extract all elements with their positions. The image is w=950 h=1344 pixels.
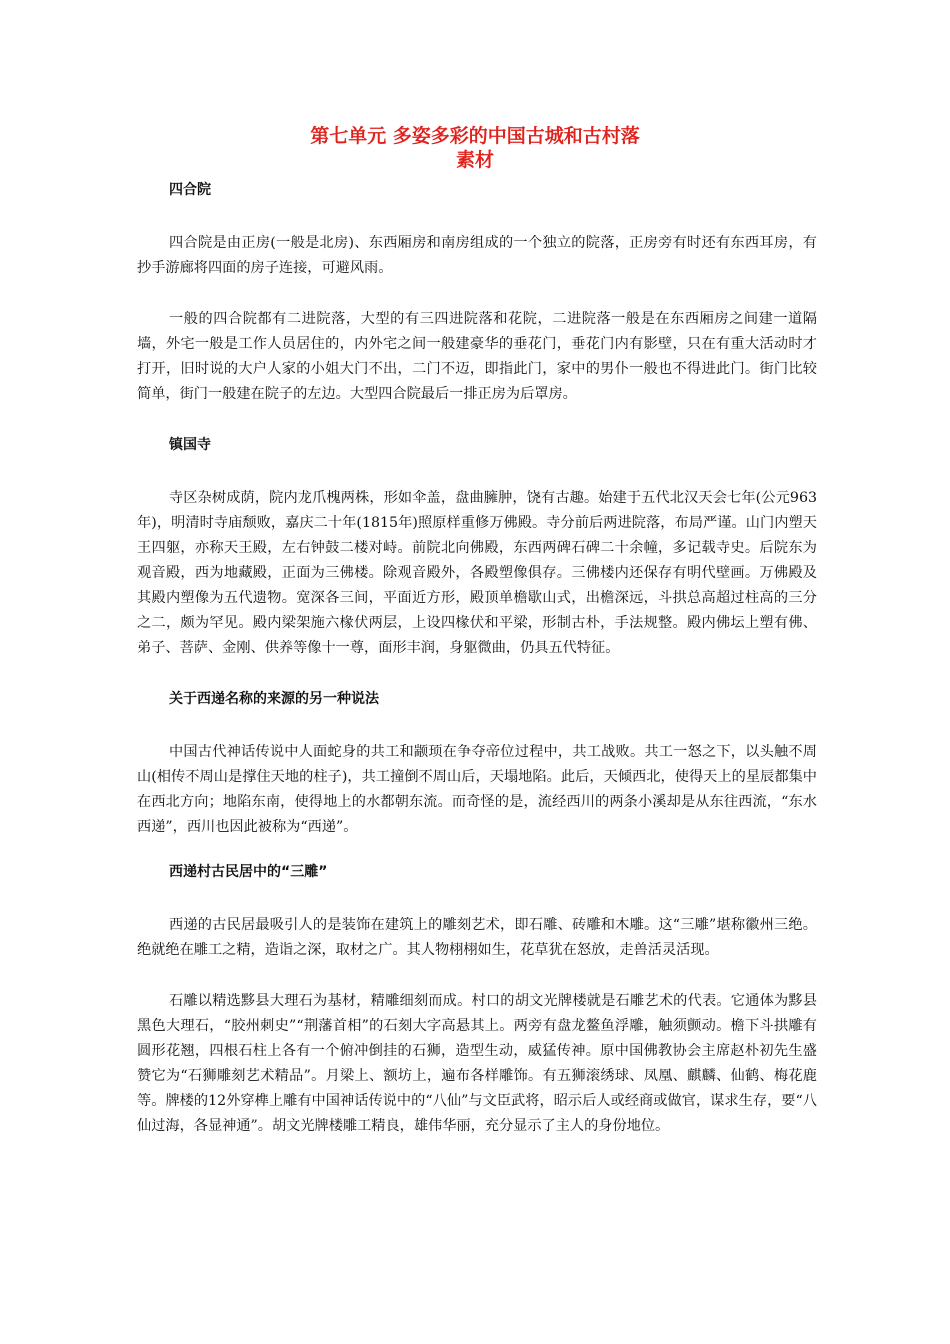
paragraph: 西递的古民居最吸引人的是装饰在建筑上的雕刻艺术，即石雕、砖雕和木雕。这“三雕”堪称徽州三绝。绝就绝在雕工之精，造诣之深，取材之广。其人物栩栩如生，花草犹在怒放，走兽活灵活现。 <box>137 917 817 958</box>
section-heading-siheyuan: 四合院 <box>169 182 211 198</box>
title-line-1: 第七单元 多姿多彩的中国古城和古村落 <box>310 125 640 147</box>
section-heading-zhenguosi: 镇国寺 <box>169 437 211 453</box>
title-line-2: 素材 <box>455 149 494 171</box>
paragraph: 石雕以精选黟县大理石为基材，精雕细刻而成。村口的胡文光牌楼就是石雕艺术的代表。它通体为黟县黑色大理石，“胶州刺史”“荆藩首相”的石刻大字高悬其上。两旁有盘龙鳌鱼浮雕，触须颤动。檐下斗拱雕有圆形花翘，四根石柱上各有一个俯冲倒挂的石狮，造型生动，威猛传神。原中国佛教协会主席赵朴初先生盛赞它为“石狮雕刻艺术精品”。月梁上、额坊上，遍布各样雕饰。有五狮滚绣球、凤凰、麒麟、仙鹤、梅花鹿等。牌楼的12外穿榫上雕有中国神话传说中的“八仙”与文臣武将，昭示后人或经商或做官，谋求生存，要“八仙过海，各显神通”。胡文光牌楼雕工精良，雄伟华丽，充分显示了主人的身份地位。 <box>137 993 817 1134</box>
paragraph: 四合院是由正房(一般是北房)、东西厢房和南房组成的一个独立的院落，正房旁有时还有东西耳房，有抄手游廊将四面的房子连接，可避风雨。 <box>137 235 817 276</box>
paragraph: 一般的四合院都有二进院落，大型的有三四进院落和花院，二进院落一般是在东西厢房之间建一道隔墙，外宅一般是工作人员居住的，内外宅之间一般建豪华的垂花门，垂花门内有影壁，只在有重大活动时才打开，旧时说的大户人家的小姐大门不出，二门不迈，即指此门，家中的男仆一般也不得进此门。街门比较简单，街门一般建在院子的左边。大型四合院最后一排正房为后罩房。 <box>137 311 817 402</box>
paragraph: 中国古代神话传说中人面蛇身的共工和颛顼在争夺帝位过程中，共工战败。共工一怒之下，以头触不周山(相传不周山是撑住天地的柱子)，共工撞倒不周山后，天塌地陷。此后，天倾西北，使得天上的星辰都集中在西北方向；地陷东南，使得地上的水都朝东流。而奇怪的是，流经西川的两条小溪却是从东往西流，“东水西递”，西川也因此被称为“西递”。 <box>137 744 817 835</box>
section-heading-xidi-name: 关于西递名称的来源的另一种说法 <box>169 691 379 707</box>
document-body <box>137 178 817 1139</box>
document-title <box>0 124 950 172</box>
section-heading-sandiao: 西递村古民居中的“三雕” <box>169 864 328 880</box>
paragraph: 寺区杂树成荫，院内龙爪槐两株，形如伞盖，盘曲臃肿，饶有古趣。始建于五代北汉天会七年(公元963年)，明清时寺庙颓败，嘉庆二十年(1815年)照原样重修万佛殿。寺分前后两进院落，布局严谨。山门内塑天王四躯，亦称天王殿，左右钟鼓二楼对峙。前院北向佛殿，东西两碑石碑二十余幢，多记载寺史。后院东为观音殿，西为地藏殿，正面为三佛楼。除观音殿外，各殿塑像俱存。三佛楼内还保存有明代壁画。万佛殿及其殿内塑像为五代遗物。宽深各三间，平面近方形，殿顶单檐歇山式，出檐深远，斗拱总高超过柱高的三分之二，颇为罕见。殿内梁架施六椽伏两层，上设四椽伏和平梁，形制古朴，手法规整。殿内佛坛上塑有佛、弟子、菩萨、金刚、供养等像十一尊，面形丰润，身躯微曲，仍具五代特征。 <box>137 490 817 656</box>
